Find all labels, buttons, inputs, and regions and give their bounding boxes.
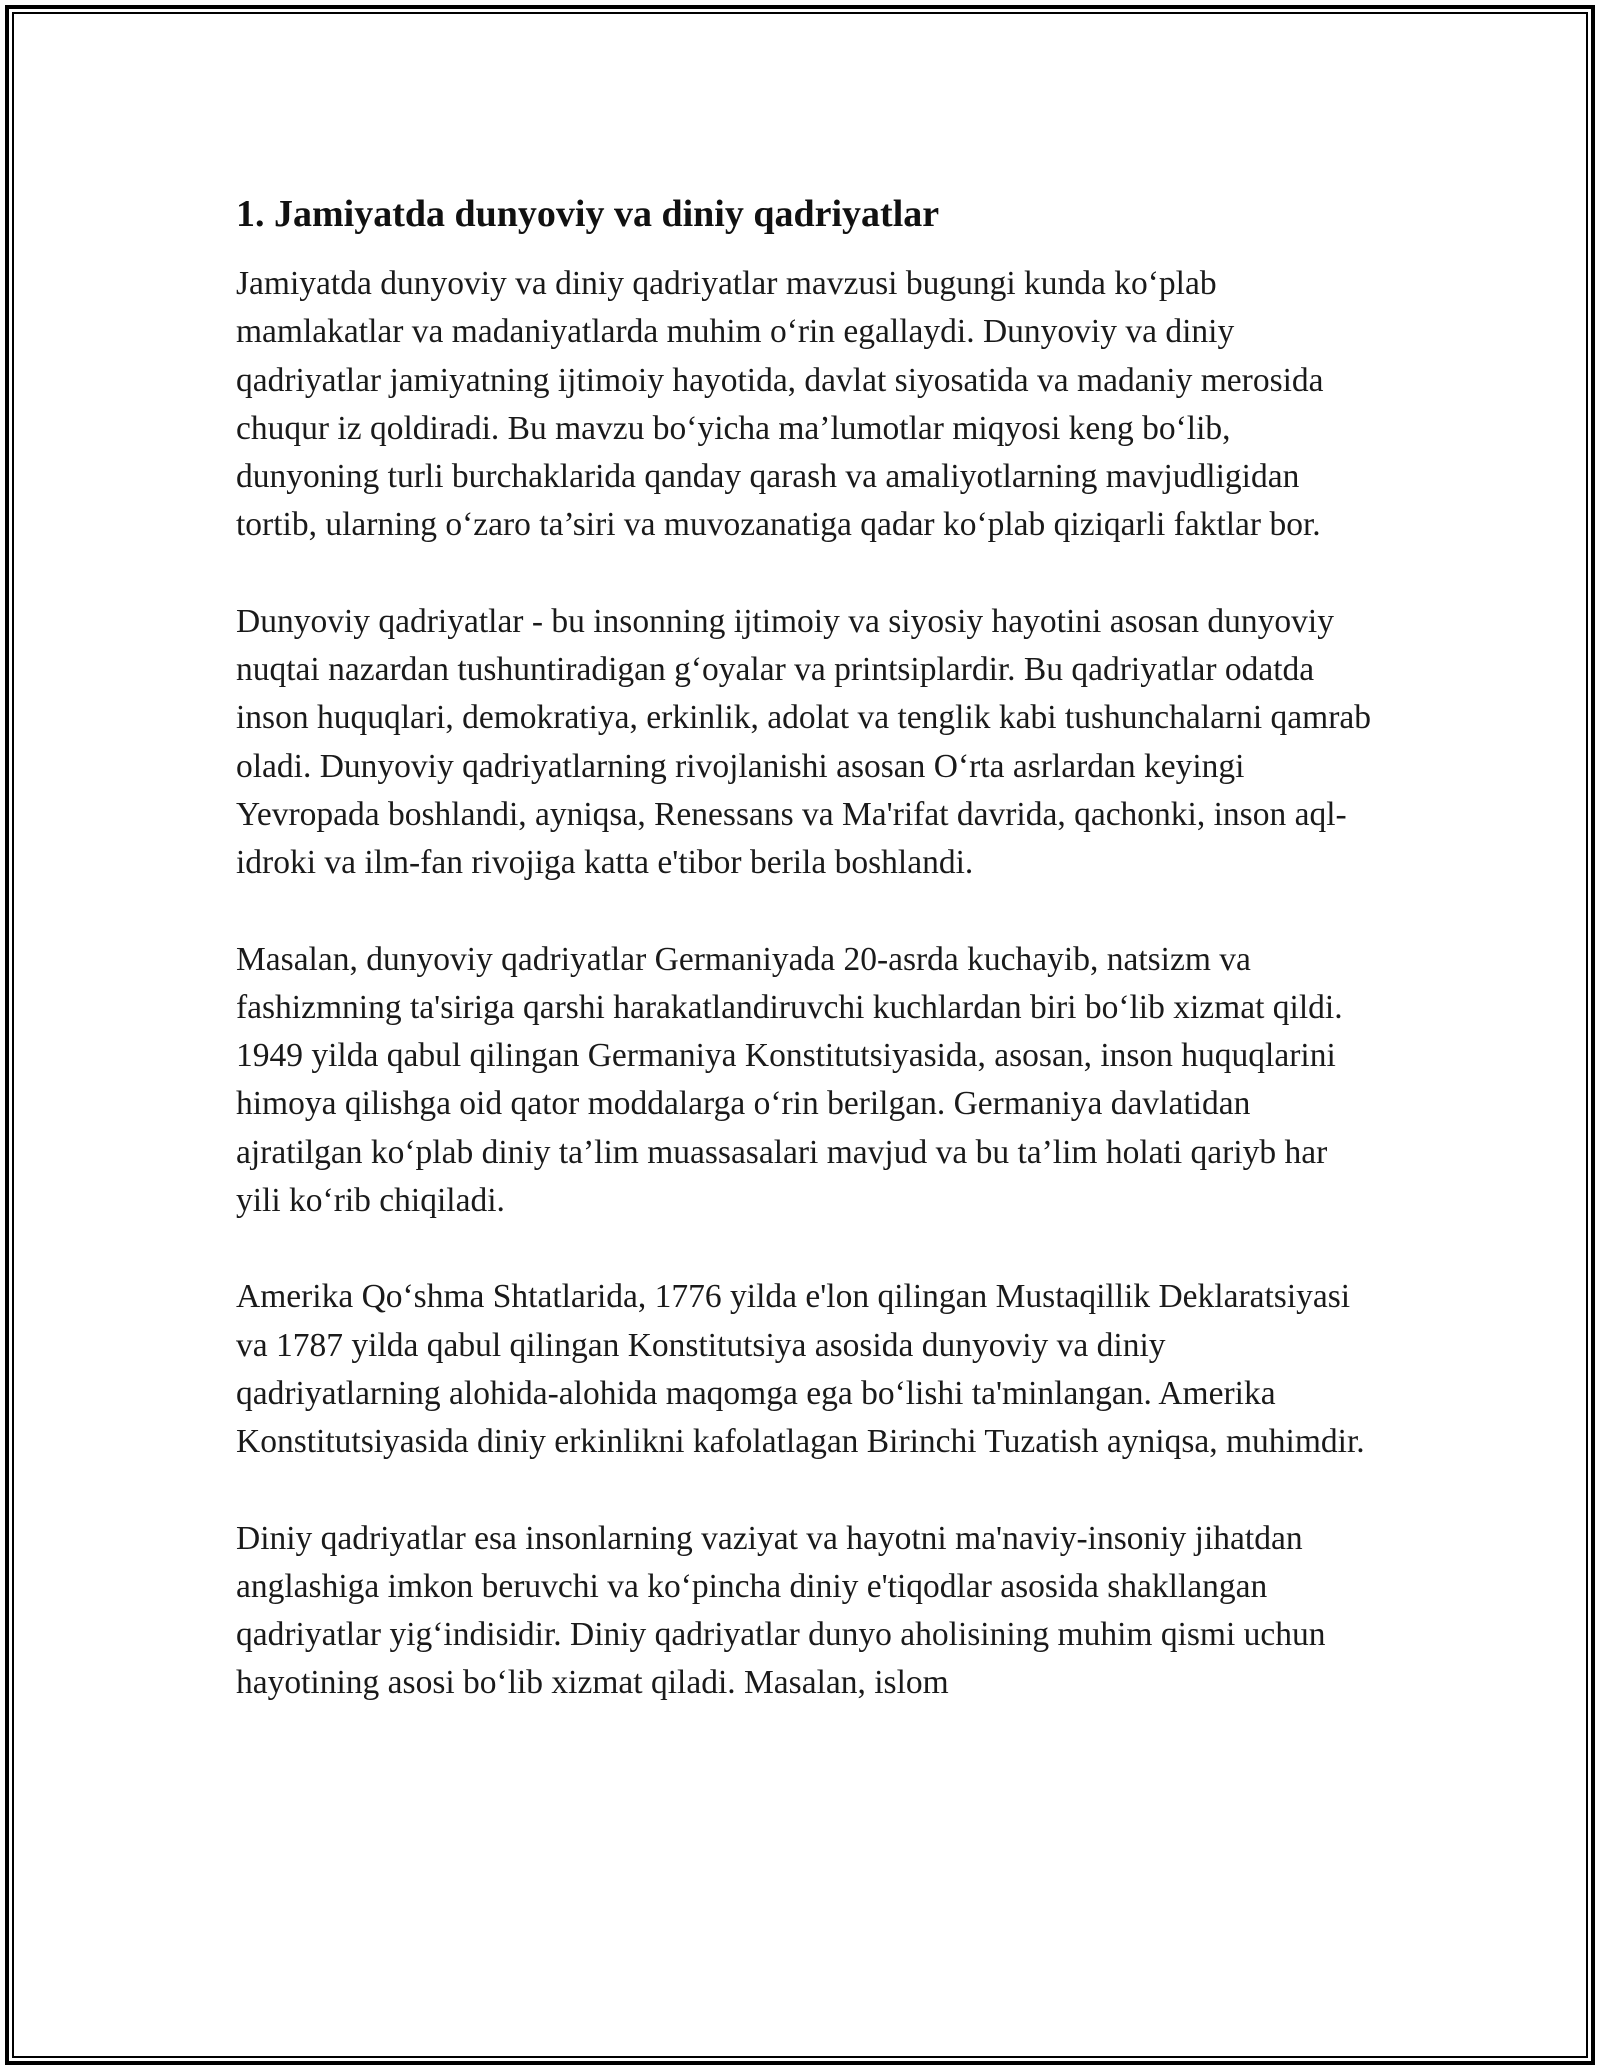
- section-heading: 1. Jamiyatda dunyoviy va diniy qadriyatlar: [236, 193, 940, 235]
- document-body: [236, 188, 1376, 1756]
- paragraph-4: Amerika Qo‘shma Shtatlarida, 1776 yilda e'lon qilingan Mustaqillik Deklaratsiyasi va 1787 yilda qabul qilingan Konstitutsiya asosida dunyoviy va diniy qadriyatlarning alohida-alohida maqomga ega bo‘lishi ta'minlangan. Amerika Konstitutsiyasida diniy erkinlikni kafolatlagan Birinchi Tuzatish ayniqsa, muhimdir.: [236, 1278, 1365, 1461]
- paragraph-2: Dunyoviy qadriyatlar - bu insonning ijtimoiy va siyosiy hayotini asosan dunyoviy nuqtai nazardan tushuntiradigan g‘oyalar va printsiplardir. Bu qadriyatlar odatda inson huquqlari, demokratiya, erkinlik, adolat va tenglik kabi tushunchalarni qamrab oladi. Dunyoviy qadriyatlarning rivojlanishi asosan O‘rta asrlardan keyingi Yevropada boshlandi, ayniqsa, Renessans va Ma'rifat davrida, qachonki, inson aql-idroki va ilm-fan rivojiga katta e'tibor berila boshlandi.: [236, 602, 1371, 882]
- paragraph-5: Diniy qadriyatlar esa insonlarning vaziyat va hayotni ma'naviy-insoniy jihatdan anglashiga imkon beruvchi va ko‘pincha diniy e'tiqodlar asosida shakllangan qadriyatlar yig‘indisidir. Diniy qadriyatlar dunyo aholisining muhim qismi uchun hayotining asosi bo‘lib xizmat qiladi. Masalan, islom: [236, 1519, 1326, 1702]
- paragraph-3: Masalan, dunyoviy qadriyatlar Germaniyada 20-asrda kuchayib, natsizm va fashizmning ta'siriga qarshi harakatlandiruvchi kuchlardan biri bo‘lib xizmat qildi. 1949 yilda qabul qilingan Germaniya Konstitutsiyasida, asosan, inson huquqlarini himoya qilishga oid qator moddalarga o‘rin berilgan. Germaniya davlatidan ajratilgan ko‘plab diniy ta’lim muassasalari mavjud va bu ta’lim holati qariyb har yili ko‘rib chiqiladi.: [236, 940, 1343, 1220]
- paragraph-1: Jamiyatda dunyoviy va diniy qadriyatlar mavzusi bugungi kunda ko‘plab mamlakatlar va madaniyatlarda muhim o‘rin egallaydi. Dunyoviy va diniy qadriyatlar jamiyatning ijtimoiy hayotida, davlat siyosatida va madaniy merosida chuqur iz qoldiradi. Bu mavzu bo‘yicha ma’lumotlar miqyosi keng bo‘lib, dunyoning turli burchaklarida qanday qarash va amaliyotlarning mavjudligidan tortib, ularning o‘zaro ta’siri va muvozanatiga qadar ko‘plab qiziqarli faktlar bor.: [236, 265, 1324, 544]
